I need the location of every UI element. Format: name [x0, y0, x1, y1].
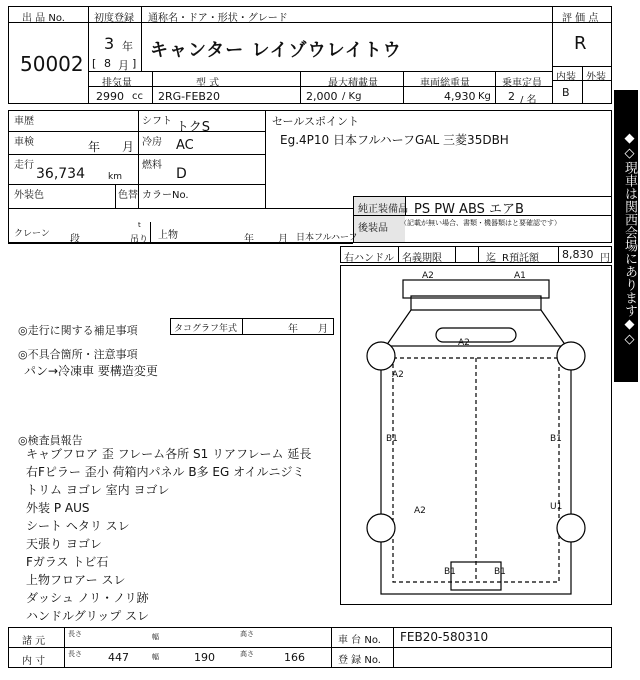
r-weight-value: 8,830 [562, 248, 594, 261]
ac-label: 冷房 [142, 137, 162, 148]
type-label: 型 式 [196, 78, 220, 89]
ext-color-label: 外装色 [14, 190, 44, 201]
damage-mark: U1 [550, 502, 563, 512]
report-line: ダッシュ ノリ・ノリ跡 [26, 591, 149, 605]
eval-score: R [574, 33, 587, 54]
damage-mark: A2 [392, 370, 404, 380]
mileage-value: 36,734 [36, 166, 85, 182]
lot-number: 50002 [20, 52, 84, 76]
front-bumper [403, 280, 549, 298]
disp-unit: cc [132, 91, 143, 102]
damage-mark: A1 [514, 271, 526, 281]
defect-value: パン→冷凍車 要構造変更 [24, 364, 158, 378]
history-label: 車歴 [14, 116, 34, 127]
inner-label: 内 寸 [22, 656, 46, 667]
crane-ton-top: t [138, 221, 141, 229]
mileage-label: 走行 [14, 160, 34, 171]
inner-length: 447 [108, 651, 129, 664]
color-code-label: カラーNo. [142, 190, 189, 201]
first-reg-month-open: [ [92, 57, 97, 70]
tire-front-right [557, 342, 585, 370]
color-no-label: 色替 [118, 190, 138, 201]
fuel-value: D [176, 166, 187, 182]
year-unit: 年 [122, 40, 133, 53]
plate-label: 名義期限 [402, 253, 442, 264]
height-label-top: 高さ [240, 630, 254, 638]
inspection-label: 車検 [14, 137, 34, 148]
damage-mark: B1 [444, 567, 456, 577]
inner-width: 190 [194, 651, 215, 664]
capacity-label: 乗車定員 [502, 78, 542, 89]
venue-notice: ◆◇現車は関西会場にあります◆◇ [614, 90, 638, 382]
shift-value: トクS [176, 120, 210, 135]
damage-mark: A2 [422, 271, 434, 281]
max-load-label: 最大積載量 [328, 78, 378, 89]
r-weight-unit: 円 [600, 253, 610, 264]
inspection-month: 月 [122, 140, 135, 154]
damage-diagram [340, 265, 612, 605]
windshield [436, 328, 516, 342]
report-line: 天張り ヨゴレ [26, 537, 102, 551]
shift-label: シフト [142, 116, 172, 127]
equip-label: 純正装備品 [358, 204, 408, 215]
body-year: 年 [244, 234, 254, 245]
disp-label: 排気量 [102, 78, 132, 89]
gvw-label: 車両総重量 [420, 78, 470, 89]
damage-mark: B1 [386, 434, 398, 444]
report-line: ハンドルグリップ スレ [26, 609, 150, 623]
truck-outline [341, 266, 611, 604]
body-month: 月 [278, 234, 288, 245]
first-reg-year: 3 [104, 34, 115, 53]
capacity-value: 2 [508, 90, 515, 103]
damage-mark: B1 [494, 567, 506, 577]
lot-label: 出 品 No. [22, 13, 65, 24]
gvw-unit: Kg [478, 91, 491, 102]
aftermarket-label: 後装品 [358, 223, 388, 234]
crane-ton-bottom: 吊り [130, 235, 149, 245]
r-weight-label: R預託額 [502, 253, 539, 264]
first-reg-month-close: ] [132, 57, 137, 70]
exterior-label: 外装 [586, 72, 606, 83]
report-line: 外装 P AUS [26, 501, 90, 515]
tire-front-left [367, 342, 395, 370]
tire-rear-right [557, 514, 585, 542]
width-label-top: 幅 [152, 633, 159, 641]
damage-mark: B1 [550, 434, 562, 444]
report-line: Fガラス トビ石 [26, 555, 109, 569]
height-label: 高さ [240, 650, 254, 658]
gvw-value: 4,930 [444, 90, 476, 103]
tach-year: 年 [288, 324, 298, 335]
running-label: ◎走行に関する補足事項 [18, 324, 138, 337]
report-line: シート ヘタリ スレ [26, 519, 130, 533]
month-unit: 月 [118, 59, 129, 72]
defect-label: ◎不具合箇所・注意事項 [18, 348, 138, 361]
report-line: 上物フロアー スレ [26, 573, 126, 587]
inspector-report [26, 445, 311, 625]
aftermarket-note: （記載が無い場合、書類・機器類はと要確認です） [400, 219, 561, 227]
length-label-top: 長さ [68, 630, 82, 638]
first-reg-month: 8 [104, 57, 111, 70]
damage-mark: A2 [458, 338, 470, 348]
dims-label: 諸 元 [22, 636, 46, 647]
crane-step: 段 [70, 234, 80, 245]
capacity-unit: / 名 [520, 95, 537, 106]
tach-month: 月 [318, 324, 328, 335]
inspection-year: 年 [88, 140, 101, 154]
first-reg-label: 初度登録 [94, 13, 134, 24]
tire-rear-left [367, 514, 395, 542]
inspector-label: ◎検査員報告 [18, 434, 83, 447]
sales-label: セールスポイント [272, 115, 360, 128]
fuel-label: 燃料 [142, 160, 162, 171]
eval-label: 評 価 点 [562, 13, 599, 24]
sales-value: Eg.4P10 日本フルハーフGAL 三菱35DBH [280, 133, 509, 147]
mileage-unit: km [108, 172, 122, 182]
report-line: 右Fピラー 歪小 荷箱内パネル B多 EG オイルニジミ [26, 465, 305, 479]
report-line: トリム ヨゴレ 室内 ヨゴレ [26, 483, 170, 497]
inner-height: 166 [284, 651, 305, 664]
interior-score: B [562, 86, 570, 99]
ac-value: AC [176, 138, 194, 153]
report-line: キャブフロア 歪 フレーム各所 S1 リアフレーム 延長 [26, 447, 312, 461]
max-load-value: 2,000 [306, 90, 338, 103]
body-value: 日本フルハーフ [296, 233, 358, 243]
interior-label: 内装 [556, 72, 576, 83]
model-name: キャンター レイゾウレイトウ [150, 40, 402, 61]
damage-mark: A2 [414, 506, 426, 516]
chassis-label: 車 台 No. [338, 635, 381, 646]
drive-label: 右ハンドル [344, 253, 394, 264]
length-label: 長さ [68, 650, 82, 658]
transfer-label: 迄 [486, 253, 496, 264]
disp-value: 2990 [96, 90, 124, 103]
equip-value: PS PW ABS エアB [414, 202, 524, 217]
model-label: 通称名・ドア・形状・グレード [148, 13, 288, 24]
tachograph-label: タコグラフ年式 [174, 324, 238, 334]
crane-label: クレーン [14, 229, 50, 239]
body-label: 上物 [158, 230, 178, 241]
reg-label: 登 録 No. [338, 655, 381, 666]
type-value: 2RG-FEB20 [158, 90, 220, 103]
chassis-value: FEB20-580310 [400, 630, 489, 644]
max-load-unit: / Kg [342, 91, 362, 102]
width-label: 幅 [152, 653, 159, 661]
